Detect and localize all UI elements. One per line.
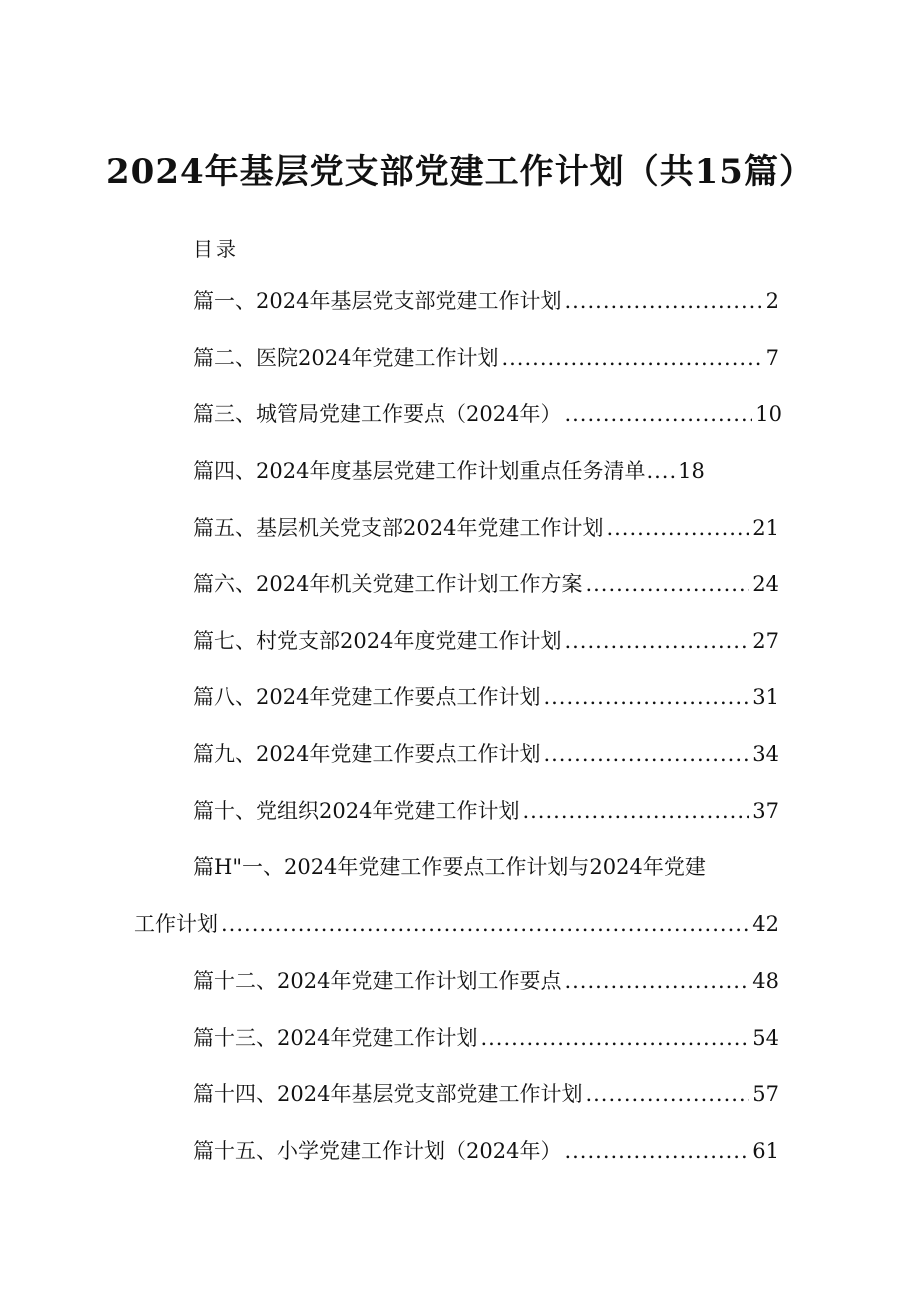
toc-entry[interactable] xyxy=(193,456,705,486)
toc-entry[interactable] xyxy=(193,1079,779,1109)
toc-entry-page: 37 xyxy=(752,799,779,823)
toc-entry-page: 10 xyxy=(755,402,782,426)
toc-entry-title: 篇六、2024年机关党建工作计划工作方案 xyxy=(193,572,583,596)
toc-entry-page: 48 xyxy=(752,969,779,993)
toc-entry-title: 篇五、基层机关党支部2024年党建工作计划 xyxy=(193,516,604,540)
toc-entry-title: 篇一、2024年基层党支部党建工作计划 xyxy=(193,289,562,313)
toc-leader-dots xyxy=(522,796,749,826)
toc-leader-dots xyxy=(543,682,749,712)
toc-entry-title: 篇十、党组织2024年党建工作计划 xyxy=(193,799,520,823)
toc-entry[interactable] xyxy=(193,796,779,826)
toc-entry-title: 篇十五、小学党建工作计划（2024年） xyxy=(193,1139,562,1163)
toc-entry-title: 篇四、2024年度基层党建工作计划重点任务清单 xyxy=(193,459,646,483)
toc-leader-dots xyxy=(606,513,749,543)
toc-leader-dots: .... xyxy=(646,459,678,483)
toc-entry-title: 篇十三、2024年党建工作计划 xyxy=(193,1026,478,1050)
toc-leader-dots xyxy=(564,626,749,656)
toc-entry-title: 篇二、医院2024年党建工作计划 xyxy=(193,346,499,370)
toc-entry[interactable] xyxy=(193,966,779,996)
toc-entry-page: 24 xyxy=(752,572,779,596)
toc-entry[interactable] xyxy=(193,1023,779,1053)
toc-entry[interactable] xyxy=(193,626,779,656)
toc-leader-dots xyxy=(564,399,752,429)
toc-entry[interactable] xyxy=(193,1136,779,1166)
toc-entry-page: 21 xyxy=(752,516,779,540)
toc-entry-page: 54 xyxy=(752,1026,779,1050)
document-title: 2024年基层党支部党建工作计划（共15篇） xyxy=(106,152,814,192)
toc-leader-dots xyxy=(564,966,749,996)
toc-entry[interactable] xyxy=(134,909,779,939)
toc-entry[interactable] xyxy=(193,399,782,429)
toc-leader-dots xyxy=(501,343,762,373)
toc-entry-page: 61 xyxy=(752,1139,779,1163)
toc-leader-dots xyxy=(543,739,749,769)
toc-entry-title: 篇八、2024年党建工作要点工作计划 xyxy=(193,685,541,709)
toc-leader-dots xyxy=(585,1079,749,1109)
toc-entry[interactable] xyxy=(193,682,779,712)
toc-entry-title-line2: 工作计划 xyxy=(134,912,218,936)
toc-entry-title: 篇九、2024年党建工作要点工作计划 xyxy=(193,742,541,766)
toc-entry[interactable] xyxy=(193,286,779,316)
toc-entry[interactable] xyxy=(193,343,779,373)
toc-entry-title: 篇十二、2024年党建工作计划工作要点 xyxy=(193,969,562,993)
toc-entry-title-line1[interactable]: 篇H"一、2024年党建工作要点工作计划与2024年党建 xyxy=(193,855,706,879)
toc-entry-title: 篇十四、2024年基层党支部党建工作计划 xyxy=(193,1082,583,1106)
toc-entry-page: 7 xyxy=(765,346,779,370)
toc-entry-page: 2 xyxy=(765,289,779,313)
toc-entry-page: 18 xyxy=(678,459,705,483)
toc-heading: 目录 xyxy=(193,237,239,261)
toc-leader-dots xyxy=(585,569,749,599)
toc-entry[interactable] xyxy=(193,513,779,543)
toc-entry-page: 34 xyxy=(752,742,779,766)
toc-entry-page: 57 xyxy=(752,1082,779,1106)
toc-entry-page: 42 xyxy=(752,912,779,936)
toc-entry-title: 篇七、村党支部2024年度党建工作计划 xyxy=(193,629,562,653)
toc-leader-dots xyxy=(221,909,749,939)
toc-entry[interactable] xyxy=(193,569,779,599)
toc-entry[interactable] xyxy=(193,739,779,769)
toc-entry-page: 27 xyxy=(752,629,779,653)
toc-leader-dots xyxy=(564,286,762,316)
toc-leader-dots xyxy=(564,1136,749,1166)
toc-entry-page: 31 xyxy=(752,685,779,709)
toc-leader-dots xyxy=(480,1023,749,1053)
toc-entry-title: 篇三、城管局党建工作要点（2024年） xyxy=(193,402,562,426)
